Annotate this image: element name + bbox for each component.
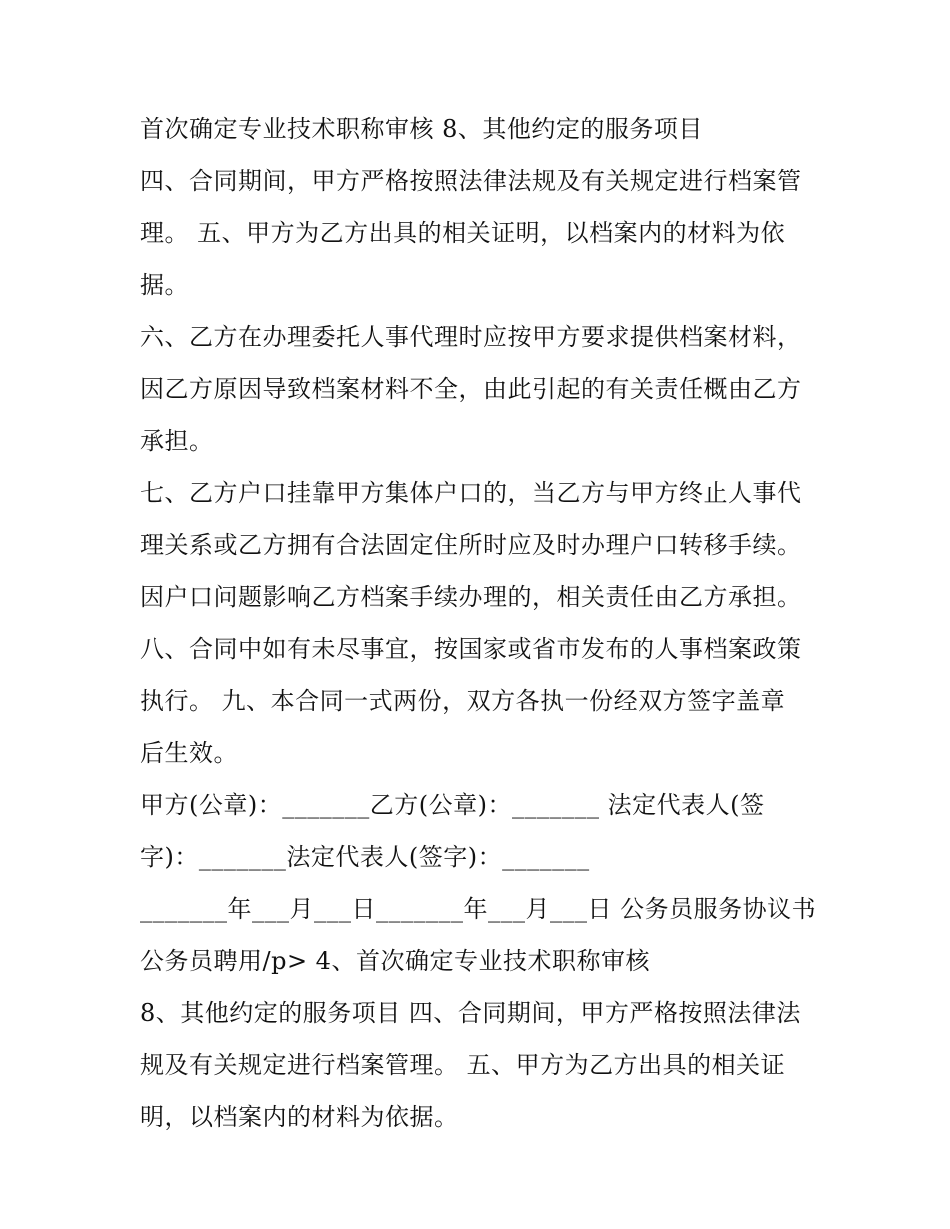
text-line: 四、合同期间，甲方严格按照法律法规及有关规定进行档案管 [140,167,802,195]
text-line: 七、乙方户口挂靠甲方集体户口的，当乙方与甲方终止人事代 [140,479,802,507]
signature-line: 字)：_______法定代表人(签字)：_______ [140,843,590,871]
text-line: 八、合同中如有未尽事宜，按国家或省市发布的人事档案政策 [140,635,802,663]
text-line: 明，以档案内的材料为依据。 [140,1103,459,1131]
text-line: 因户口问题影响乙方档案手续办理的，相关责任由乙方承担。 [140,583,802,611]
signature-line: 甲方(公章)：_______乙方(公章)：_______ 法定代表人(签 [140,791,765,819]
text-line: 执行。 九、本合同一式两份，双方各执一份经双方签字盖章 [140,687,786,715]
text-line: 理。 五、甲方为乙方出具的相关证明，以档案内的材料为依 [140,219,786,247]
text-line: 因乙方原因导致档案材料不全，由此引起的有关责任概由乙方 [140,375,802,403]
text-line: 后生效。 [140,739,238,767]
document-body [140,103,820,1143]
text-line: 公务员聘用/p> 4、首次确定专业技术职称审核 [140,947,650,975]
text-line: 首次确定专业技术职称审核 8、其他约定的服务项目 [140,115,703,143]
text-line: 8、其他约定的服务项目 四、合同期间，甲方严格按照法律法 [140,999,801,1027]
text-line: 承担。 [140,427,214,455]
date-line: _______年___月___日_______年___月___日 公务员服务协议书 [140,895,817,923]
text-line: 六、乙方在办理委托人事代理时应按甲方要求提供档案材料， [140,323,802,351]
text-line: 理关系或乙方拥有合法固定住所时应及时办理户口转移手续。 [140,531,802,559]
text-line: 规及有关规定进行档案管理。 五、甲方为乙方出具的相关证 [140,1051,786,1079]
text-line: 据。 [140,271,189,299]
